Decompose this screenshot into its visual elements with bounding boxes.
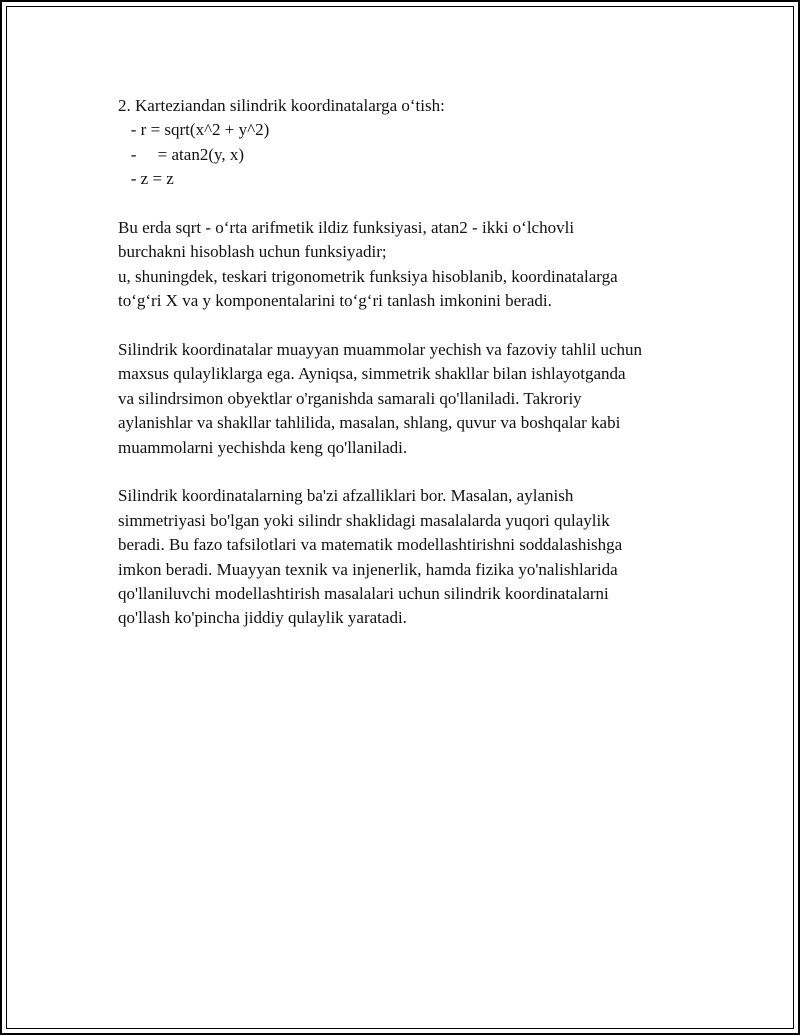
section-heading: 2. Karteziandan silindrik koordinatalarga o‘tish: xyxy=(118,96,445,115)
paragraph-line: Silindrik koordinatalar muayyan muammolar yechish va fazoviy tahlil uchun xyxy=(118,340,643,360)
paragraph-line: va silindrsimon obyektlar o'rganishda samarali qo'llaniladi. Takroriy xyxy=(118,388,582,408)
paragraph-explanation xyxy=(118,216,718,314)
formula-height: - z = z xyxy=(118,169,174,189)
paragraph-line: imkon beradi. Muayyan texnik va injenerlik, hamda fizika yo'nalishlarida xyxy=(118,559,618,579)
paragraph-advantages xyxy=(118,484,718,630)
formula-angle: - = atan2(y, x) xyxy=(118,144,245,164)
paragraph-line: Bu erda sqrt - o‘rta arifmetik ildiz funksiyasi, atan2 - ikki o‘lchovli xyxy=(118,218,575,238)
paragraph-line: beradi. Bu fazo tafsilotlari va matematik modellashtirishni soddalashishga xyxy=(118,535,623,555)
paragraph-applications xyxy=(118,338,718,460)
paragraph-line: muammolarni yechishda keng qo'llaniladi. xyxy=(118,437,408,457)
paragraph-line: burchakni hisoblash uchun funksiyadir; xyxy=(118,242,387,262)
formula-radius: - r = sqrt(x^2 + y^2) xyxy=(118,120,270,140)
paragraph-line: u, shuningdek, teskari trigonometrik funksiya hisoblanib, koordinatalarga xyxy=(118,266,618,286)
paragraph-line: simmetriyasi bo'lgan yoki silindr shaklidagi masalalarda yuqori qulaylik xyxy=(118,510,610,530)
paragraph-line: Silindrik koordinatalarning ba'zi afzalliklari bor. Masalan, aylanish xyxy=(118,486,574,506)
paragraph-line: maxsus qulayliklarga ega. Ayniqsa, simmetrik shakllar bilan ishlayotganda xyxy=(118,364,626,384)
paragraph-line: to‘g‘ri X va y komponentalarini to‘g‘ri tanlash imkonini beradi. xyxy=(118,291,552,311)
paragraph-line: aylanishlar va shakllar tahlilida, masalan, shlang, quvur va boshqalar kabi xyxy=(118,413,621,433)
paragraph-line: qo'llash ko'pincha jiddiy qulaylik yaratadi. xyxy=(118,608,407,628)
paragraph-line: qo'llaniluvchi modellashtirish masalalari uchun silindrik koordinatalarni xyxy=(118,584,609,604)
document-body xyxy=(118,94,718,631)
